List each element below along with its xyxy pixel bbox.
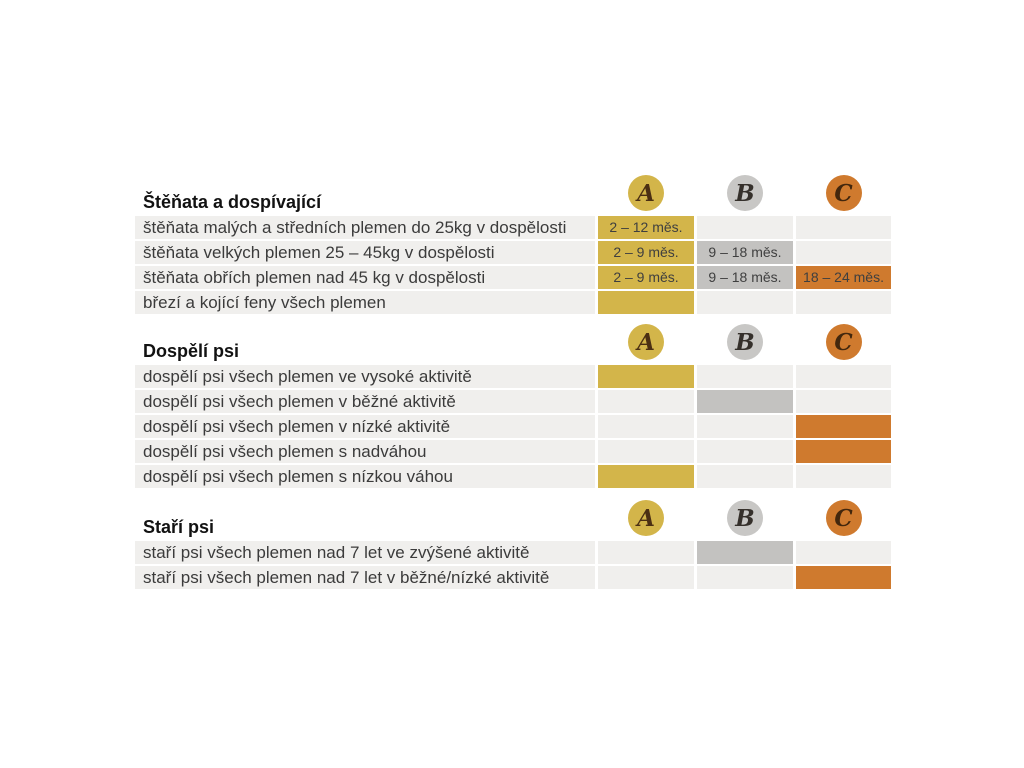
row-label: staří psi všech plemen nad 7 let v běžné/nízké aktivitě bbox=[135, 566, 595, 589]
section-header bbox=[135, 500, 891, 537]
row-label: dospělí psi všech plemen s nízkou váhou bbox=[135, 465, 595, 488]
column-header-b bbox=[697, 324, 793, 361]
column-header-b bbox=[697, 500, 793, 537]
row-label: dospělí psi všech plemen v běžné aktivitě bbox=[135, 390, 595, 413]
cell-c-filled bbox=[796, 566, 891, 589]
feeding-table bbox=[135, 175, 891, 589]
section-3 bbox=[135, 500, 891, 589]
cell-c-filled bbox=[796, 440, 891, 463]
product-badge-b-icon: B bbox=[727, 324, 763, 360]
table-row bbox=[135, 566, 891, 589]
cell-a-empty bbox=[598, 440, 694, 463]
cell-a-filled bbox=[598, 291, 694, 314]
product-badge-c-icon: C bbox=[826, 500, 862, 536]
cell-b-empty bbox=[697, 566, 793, 589]
table-row bbox=[135, 390, 891, 413]
table-row bbox=[135, 541, 891, 564]
row-label: dospělí psi všech plemen v nízké aktivitě bbox=[135, 415, 595, 438]
cell-b-empty bbox=[697, 415, 793, 438]
table-row bbox=[135, 216, 891, 239]
table-row bbox=[135, 415, 891, 438]
section-header bbox=[135, 324, 891, 361]
cell-b-empty bbox=[697, 365, 793, 388]
product-badge-b-icon: B bbox=[727, 175, 763, 211]
column-header-c bbox=[796, 500, 891, 537]
section-title: Dospělí psi bbox=[143, 341, 240, 361]
cell-c-empty bbox=[796, 541, 891, 564]
row-label: dospělí psi všech plemen ve vysoké aktivitě bbox=[135, 365, 595, 388]
row-label: štěňata velkých plemen 25 – 45kg v dospělosti bbox=[135, 241, 595, 264]
product-badge-c-icon: C bbox=[826, 175, 862, 211]
product-badge-c-icon: C bbox=[826, 324, 862, 360]
cell-c-filled bbox=[796, 415, 891, 438]
cell-a-filled: 2 – 12 měs. bbox=[598, 216, 694, 239]
row-label: staří psi všech plemen nad 7 let ve zvýšené aktivitě bbox=[135, 541, 595, 564]
section-header bbox=[135, 175, 891, 212]
section-title: Štěňata a dospívající bbox=[143, 192, 322, 212]
cell-b-filled: 9 – 18 měs. bbox=[697, 241, 793, 264]
table-row bbox=[135, 266, 891, 289]
cell-b-empty bbox=[697, 465, 793, 488]
cell-a-empty bbox=[598, 566, 694, 589]
column-header-a bbox=[598, 175, 694, 212]
cell-c-empty bbox=[796, 291, 891, 314]
product-badge-a-icon: A bbox=[628, 324, 664, 360]
cell-b-filled bbox=[697, 390, 793, 413]
product-badge-a-icon: A bbox=[628, 500, 664, 536]
section-title: Staří psi bbox=[143, 517, 215, 537]
row-label: štěňata malých a středních plemen do 25kg v dospělosti bbox=[135, 216, 595, 239]
table-row bbox=[135, 291, 891, 314]
cell-c-empty bbox=[796, 216, 891, 239]
cell-c-empty bbox=[796, 365, 891, 388]
row-label: březí a kojící feny všech plemen bbox=[135, 291, 595, 314]
cell-b-filled bbox=[697, 541, 793, 564]
cell-c-empty bbox=[796, 241, 891, 264]
table-row bbox=[135, 365, 891, 388]
cell-a-filled: 2 – 9 měs. bbox=[598, 266, 694, 289]
cell-a-filled bbox=[598, 365, 694, 388]
cell-b-filled: 9 – 18 měs. bbox=[697, 266, 793, 289]
cell-c-filled: 18 – 24 měs. bbox=[796, 266, 891, 289]
table-row bbox=[135, 241, 891, 264]
column-header-c bbox=[796, 175, 891, 212]
column-header-c bbox=[796, 324, 891, 361]
table-row bbox=[135, 465, 891, 488]
row-label: dospělí psi všech plemen s nadváhou bbox=[135, 440, 595, 463]
column-header-a bbox=[598, 500, 694, 537]
row-label: štěňata obřích plemen nad 45 kg v dospělosti bbox=[135, 266, 595, 289]
product-badge-a-icon: A bbox=[628, 175, 664, 211]
section-2 bbox=[135, 324, 891, 488]
cell-b-empty bbox=[697, 440, 793, 463]
column-header-b bbox=[697, 175, 793, 212]
product-badge-b-icon: B bbox=[727, 500, 763, 536]
cell-a-filled: 2 – 9 měs. bbox=[598, 241, 694, 264]
section-1 bbox=[135, 175, 891, 314]
column-header-a bbox=[598, 324, 694, 361]
cell-b-empty bbox=[697, 216, 793, 239]
cell-a-filled bbox=[598, 465, 694, 488]
cell-c-empty bbox=[796, 390, 891, 413]
cell-b-empty bbox=[697, 291, 793, 314]
cell-a-empty bbox=[598, 390, 694, 413]
cell-c-empty bbox=[796, 465, 891, 488]
cell-a-empty bbox=[598, 541, 694, 564]
table-row bbox=[135, 440, 891, 463]
cell-a-empty bbox=[598, 415, 694, 438]
